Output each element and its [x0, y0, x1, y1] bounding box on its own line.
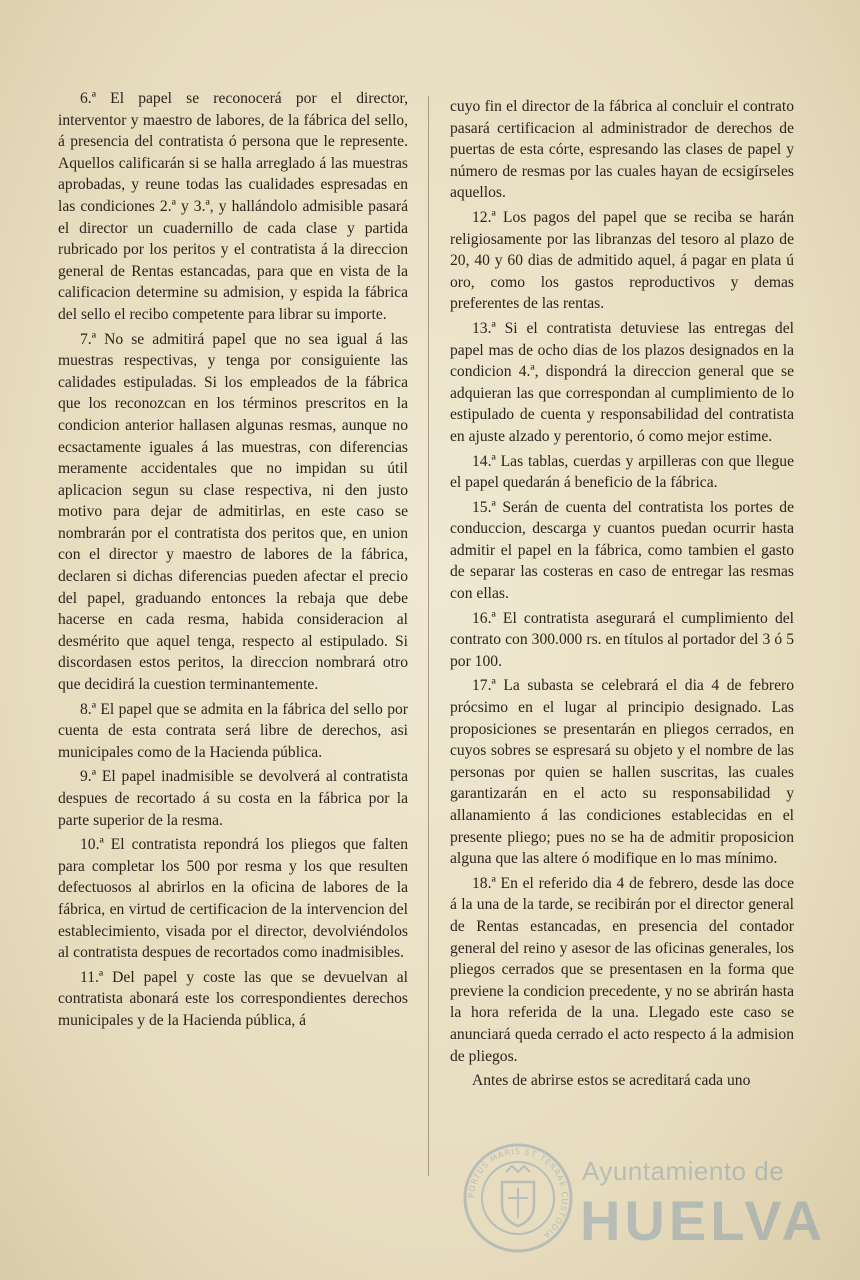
clause-14: 14.ª Las tablas, cuerdas y arpilleras con que llegue el papel quedarán á beneficio de la fábrica.	[450, 452, 794, 492]
clause-16: 16.ª El contratista asegurará el cumplimiento del contrato con 300.000 rs. en títulos al portador del 3 ó 5 por 100.	[450, 609, 794, 670]
seal-text: PORTUS MARIS ET TERRAE CUSTODIA	[466, 1146, 570, 1241]
clause-11: 11.ª Del papel y coste las que se devuelvan al contratista abonará este los correspondientes derechos municipales y de la Hacienda pública, á	[58, 968, 408, 1029]
clause-18: 18.ª En el referido dia 4 de febrero, desde las doce á la una de la tarde, se recibirán por el director general de Rentas estancadas, en presencia del contador general del reino y asesor de las oficinas generales, los pliegos cerrados que se presentasen en la forma que previene la condicion precedente, y no se abrirán hasta la hora referida de la una. Llegado este caso se anunciará queda cerrado el acto respecto á la admision de pliegos.	[450, 874, 794, 1065]
city-seal-icon	[462, 1142, 574, 1254]
ayuntamiento-watermark	[462, 1138, 826, 1258]
clause-9: 9.ª El papel inadmisible se devolverá al contratista despues de recortado á su costa en la fábrica por la parte superior de la resma.	[58, 768, 408, 829]
right-column	[450, 96, 794, 1092]
clause-10: 10.ª El contratista repondrá los pliegos que falten para completar los 500 por resma y los que resulten defectuosos al abrirlos en la oficina de labores de la fábrica, en virtud de certificacion de la intervencion del establecimiento, visada por el director, devolviéndolos al contratista despues de recortados como inadmisibles.	[58, 836, 408, 962]
clause-11-continued: cuyo fin el director de la fábrica al concluir el contrato pasará certificacion al administrador de derechos de puertas de esta córte, espresando las clases de papel y número de resmas por las cuales hayan de ecsigírseles aquellos.	[450, 98, 794, 202]
clause-12: 12.ª Los pagos del papel que se reciba se harán religiosamente por las libranzas del tesoro al plazo de 20, 40 y 60 dias de admitido aquel, á pagar en plata ú oro, como los gastos reproductivos y demas preferentes de las rentas.	[450, 208, 794, 313]
clause-13: 13.ª Si el contratista detuviese las entregas del papel mas de ocho dias de los plazos designados en la condicion 4.ª, dispondrá la direccion general que se adquieran las que correspondan al cumplimiento de lo estipulado de cuenta y responsabilidad del contratista en ajuste alzado y perentorio, ó como mejor estime.	[450, 319, 794, 445]
clause-6: 6.ª El papel se reconocerá por el director, interventor y maestro de labores, de la fábrica del sello, á presencia del contratista ó persona que le represente. Aquellos calificarán si se halla arreglado á las muestras aprobadas, y reune todas las cualidades espresadas en las condiciones 2.ª y 3.ª, y hallándolo admisible pasará el director un cuadernillo de cada clase y partida rubricado por los peritos y el contratista á la direccion general de Rentas estancadas, para que en vista de la calificacion determine su admision, y espida la fábrica del sello el recibo competente para librar su importe.	[58, 90, 408, 323]
clause-15: 15.ª Serán de cuenta del contratista los portes de conduccion, descarga y cuantos puedan ocurrir hasta admitir el papel en la fábrica, como tambien el gasto de separar las costeras en caso de entregar las resmas con ellas.	[450, 498, 794, 603]
clause-17: 17.ª La subasta se celebrará el dia 4 de febrero prócsimo en el lugar al principio designado. Las proposiciones se presentarán en pliegos cerrados, en cuyos sobres se espresará su objeto y el nombre de las personas por quien se hallen suscritas, las cuales garantizarán en el acto su responsabilidad y allanamiento á las condiciones establecidas en el presente pliego; pues no se ha de admitir proposicion alguna que las altere ó modifique en lo mas mínimo.	[450, 677, 794, 868]
clause-8: 8.ª El papel que se admita en la fábrica del sello por cuenta de esta contrata será libre de derechos, asi municipales como de la Hacienda pública.	[58, 700, 408, 761]
column-divider	[428, 96, 429, 1176]
closing-line: Antes de abrirse estos se acreditará cada uno	[472, 1072, 751, 1090]
watermark-line2: HUELVA	[580, 1189, 826, 1252]
watermark-line1: Ayuntamiento de	[582, 1156, 785, 1186]
clause-7: 7.ª No se admitirá papel que no sea igual á las muestras respectivas, y tenga por consiguiente las calidades estipuladas. Si los empleados de la fábrica que los reconozcan en los términos prescritos en la condicion anterior hallasen algunas resmas, aunque no ecsactamente iguales á las muestras, con diferencias meramente accidentales que no impidan su útil aplicacion segun su clase respectiva, ni den justo motivo para dejar de admitirlas, en este caso se nombrarán por el contratista dos peritos que, en union con el director y maestro de labores de la fábrica, declaren si dichas diferencias pueden afectar el precio del papel, graduando entonces la rebaja que debe hacerse en cada resma, habida consideracion al desmérito que aquel tenga, respecto al estipulado. Si discordasen estos peritos, la direccion nombrará otro que decidirá la cuestion terminantemente.	[58, 330, 408, 694]
left-column	[58, 88, 408, 1032]
